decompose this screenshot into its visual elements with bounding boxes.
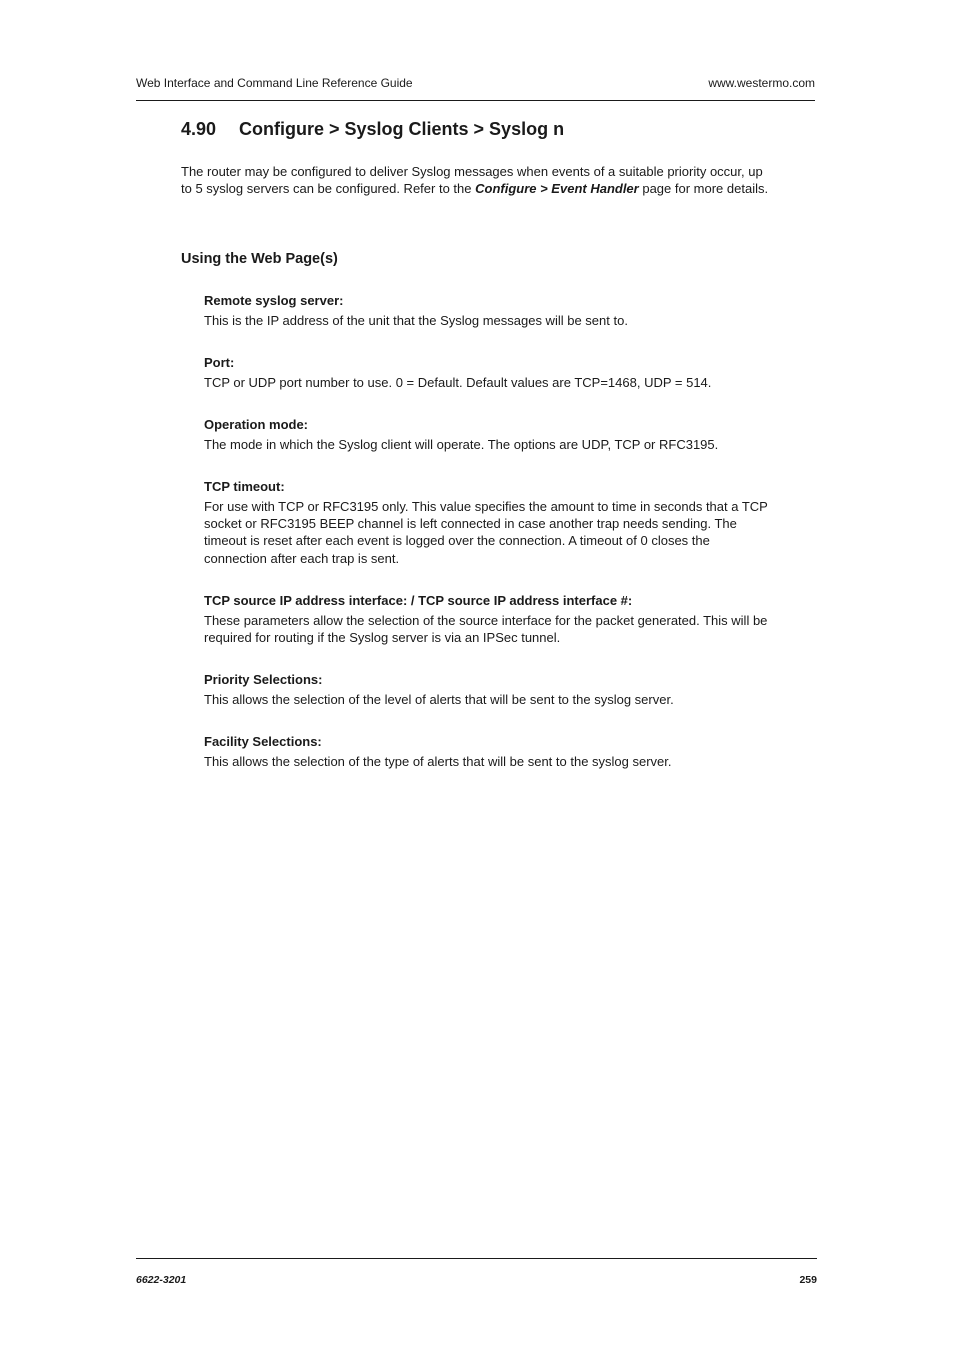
- item-description: TCP or UDP port number to use. 0 = Default. Default values are TCP=1468, UDP = 514.: [204, 375, 712, 390]
- item-tcp-source-ip-interface: [204, 592, 774, 646]
- intro-paragraph: [181, 163, 771, 198]
- item-tcp-timeout: [204, 478, 774, 567]
- item-label: TCP source IP address interface: / TCP source IP address interface #:: [204, 593, 633, 608]
- intro-emphasis: Configure > Event Handler: [475, 181, 639, 197]
- subheading-web-pages: Using the Web Page(s): [181, 251, 338, 267]
- item-description: This allows the selection of the type of alerts that will be sent to the syslog server.: [204, 754, 672, 769]
- section-number: 4.90: [181, 119, 217, 139]
- section-title: [181, 119, 564, 140]
- item-port: [204, 354, 774, 391]
- item-description: These parameters allow the selection of the source interface for the packet generated. This will be required for routing if the Syslog server is via an IPSec tunnel.: [204, 613, 768, 646]
- item-label: Facility Selections:: [204, 734, 322, 749]
- item-description: The mode in which the Syslog client will operate. The options are UDP, TCP or RFC3195.: [204, 437, 719, 452]
- item-label: Priority Selections:: [204, 672, 323, 687]
- item-operation-mode: [204, 416, 774, 453]
- intro-text-after: page for more details.: [638, 181, 769, 197]
- item-label: Operation mode:: [204, 417, 309, 432]
- item-description: This is the IP address of the unit that the Syslog messages will be sent to.: [204, 313, 628, 328]
- header-guide-title: Web Interface and Command Line Reference Guide: [136, 76, 413, 90]
- item-label: Remote syslog server:: [204, 293, 344, 308]
- item-label: TCP timeout:: [204, 479, 285, 494]
- header-website: www.westermo.com: [708, 76, 815, 90]
- item-label: Port:: [204, 355, 235, 370]
- item-description: This allows the selection of the level of alerts that will be sent to the syslog server.: [204, 692, 674, 707]
- item-remote-syslog-server: [204, 292, 774, 329]
- item-description: For use with TCP or RFC3195 only. This value specifies the amount to time in seconds that a TCP socket or RFC3195 BEEP channel is left connected in case another trap needs sending. The timeout is reset after each event is logged over the connection. A timeout of 0 closes the connection after each trap is sent.: [204, 499, 768, 566]
- page-header: [136, 76, 815, 101]
- footer-doc-number: 6622-3201: [136, 1274, 187, 1286]
- item-priority-selections: [204, 671, 774, 708]
- item-facility-selections: [204, 733, 774, 770]
- intro-text-before: The router may be configured to deliver Syslog messages when events of a suitable priority occur, up to 5 syslog servers can be configured. Refer to the: [181, 164, 763, 197]
- footer-page-number: 259: [799, 1274, 817, 1286]
- page-footer: [136, 1258, 817, 1286]
- section-title-text: Configure > Syslog Clients > Syslog n: [239, 119, 565, 139]
